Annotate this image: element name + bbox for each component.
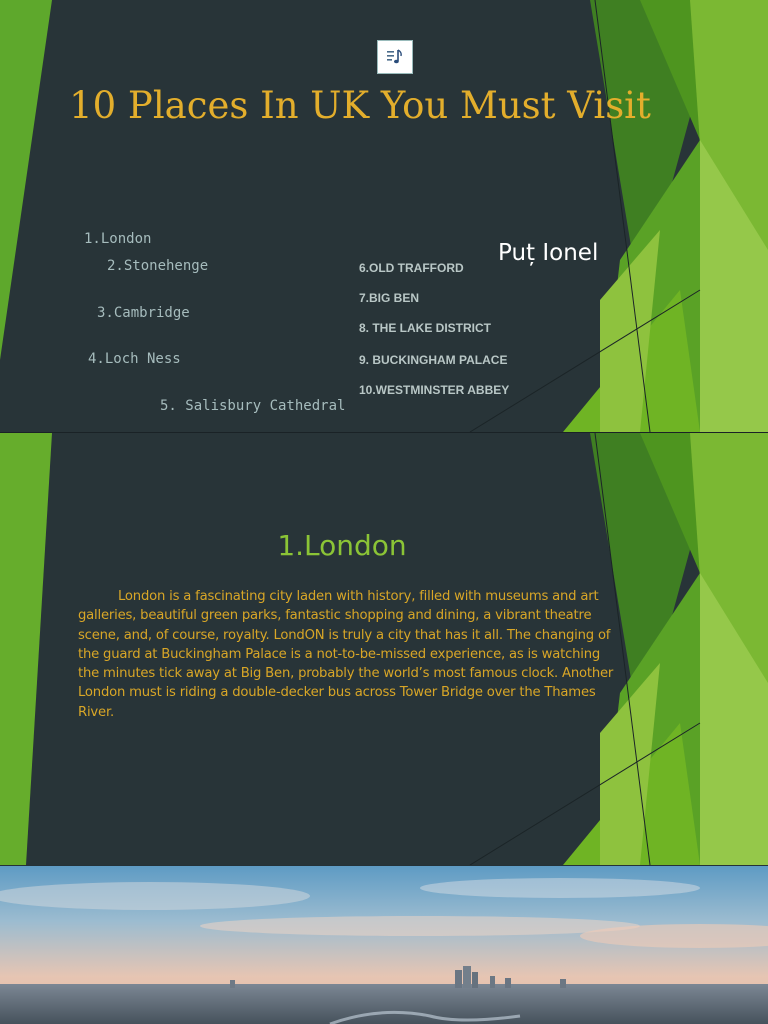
list-item: 6.OLD TRAFFORD xyxy=(359,261,464,275)
london-slide xyxy=(0,433,768,865)
audio-note-icon[interactable] xyxy=(377,40,413,74)
list-item: 4.Loch Ness xyxy=(88,351,181,367)
title-slide xyxy=(0,0,768,432)
slide-heading: 1.London xyxy=(277,529,407,562)
slide-title: 10 Places In UK You Must Visit xyxy=(69,84,651,127)
list-item: 1.London xyxy=(84,231,152,247)
slide-body-text: London is a fascinating city laden with history, filled with museums and art galleries, beautiful green parks, fantastic shopping and dining, a vibrant theatre scene, and, of course, royalty. LondON is truly a city that has it all. The changing of the guard at Buckingham Palace is a not-to-be-missed experience, as is watching the minutes tick away at Big Ben, probably the world’s most famous clock. Another London must is riding a double-decker bus across Tower Bridge over the Thames River. xyxy=(78,589,614,720)
list-item: 9. BUCKINGHAM PALACE xyxy=(359,353,508,367)
list-item: 5. Salisbury Cathedral xyxy=(160,398,346,414)
list-item: 3.Cambridge xyxy=(97,305,190,321)
list-item: 8. THE LAKE DISTRICT xyxy=(359,321,492,335)
list-item: 2.Stonehenge xyxy=(107,258,209,274)
author-name: Puț Ionel xyxy=(498,240,599,266)
london-skyline-photo xyxy=(0,866,768,1024)
list-item: 7.BIG BEN xyxy=(359,291,420,305)
list-item: 10.WESTMINSTER ABBEY xyxy=(359,383,510,397)
